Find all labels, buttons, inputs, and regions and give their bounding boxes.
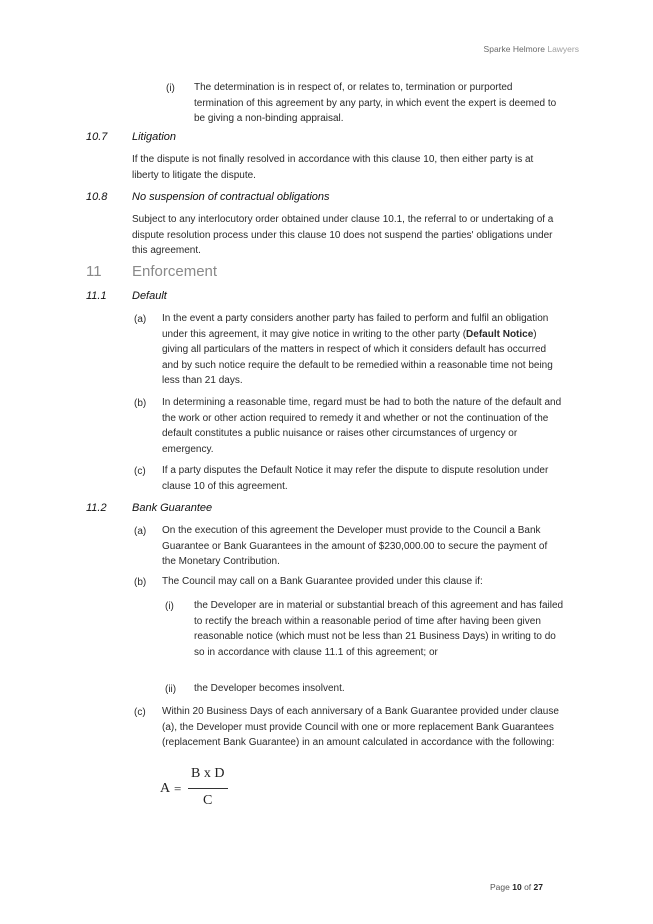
section-number: 11.1 [86,290,107,302]
clause-text: In determining a reasonable time, regard must be had to both the nature of the default and the work or other action required to remedy it and whether or not the continuation of the default constitutes a public nuisance or raises other circumstances of urgency or emergency. [162,397,562,455]
page-label: Page [489,882,510,892]
item-num: (c) [134,466,146,477]
item-num: (b) [134,577,147,588]
section-title: Bank Guarantee [132,502,213,514]
page-total: 27 [533,882,543,892]
section-number: 11.2 [86,502,107,514]
page-header [484,44,579,54]
formula-lhs: A [160,781,171,796]
clause-text: Subject to any interlocutory order obtained under clause 10.1, the referral to or undertaking of a dispute resolution process under this clause 10 does not suspend the parties' obligations under this agreement. [132,214,554,257]
page-footer [490,882,543,892]
section-number: 10.8 [86,191,108,203]
fraction-bar [188,788,228,789]
clause-text: The Council may call on a Bank Guarantee provided under this clause if: [162,576,483,587]
item-num: (a) [134,314,147,325]
formula-equals: = [174,781,182,796]
formula-denominator: C [203,793,213,808]
clause-text: If a party disputes the Default Notice it may refer the dispute to dispute resolution under clause 10 of this agreement. [162,465,549,492]
section-title: Litigation [132,131,177,143]
firm-suffix: Lawyers [547,44,579,54]
section-number: 10.7 [86,131,108,143]
clause-text-part: In the event a party considers another party has failed to perform and fulfil an obligation under this agreement, it may give notice in writing to the other party ( [162,313,549,340]
item-num: (a) [134,526,147,537]
item-num: (c) [134,707,146,718]
section-title: No suspension of contractual obligations [132,191,330,203]
clause-text: Within 20 Business Days of each anniversary of a Bank Guarantee provided under clause (a), the Developer must provide Council with one or more replacement Bank Guarantees (replacement Bank Guarantee) in an amount calculated in accordance with the following: [162,706,559,749]
clause-text: The determination is in respect of, or relates to, termination or purported termination of this agreement by any party, in which event the expert is deemed to be giving a non-binding appraisal. [194,82,557,125]
page-of: of [524,882,532,892]
item-num: (i) [166,83,175,94]
item-num: (b) [134,398,147,409]
clause-text: the Developer becomes insolvent. [194,683,345,694]
page-number: 10 [512,882,522,892]
clause-text: On the execution of this agreement the Developer must provide to the Council a Bank Guarantee or Bank Guarantees in the amount of $230,000.00 to secure the payment of the Monetary Contribution. [162,525,548,568]
chapter-number: 11 [86,263,102,280]
clause-text: the Developer are in material or substantial breach of this agreement and has failed to rectify the breach within a reasonable period of time after having been given reasonable notice (which must not be less than 21 Business Days) in writing to do so in accordance with clause 11.1 of this agreement; or [194,600,564,658]
formula [160,766,240,816]
clause-text-part: ) giving all particulars of the matters in respect of which it considers default has occurred and by such notice require the default to be remedied within a reasonable time not being less than 21 days. [162,328,553,387]
clause-text: If the dispute is not finally resolved in accordance with this clause 10, then either party is at liberty to litigate the dispute. [132,154,534,181]
firm-name: Sparke Helmore [483,44,545,54]
item-num: (i) [165,601,174,612]
formula-numerator: B x D [191,766,225,781]
defined-term: Default Notice [466,328,534,340]
section-title: Default [132,290,167,302]
chapter-title: Enforcement [132,263,218,280]
clause-text [162,311,562,389]
item-num: (ii) [165,684,177,695]
